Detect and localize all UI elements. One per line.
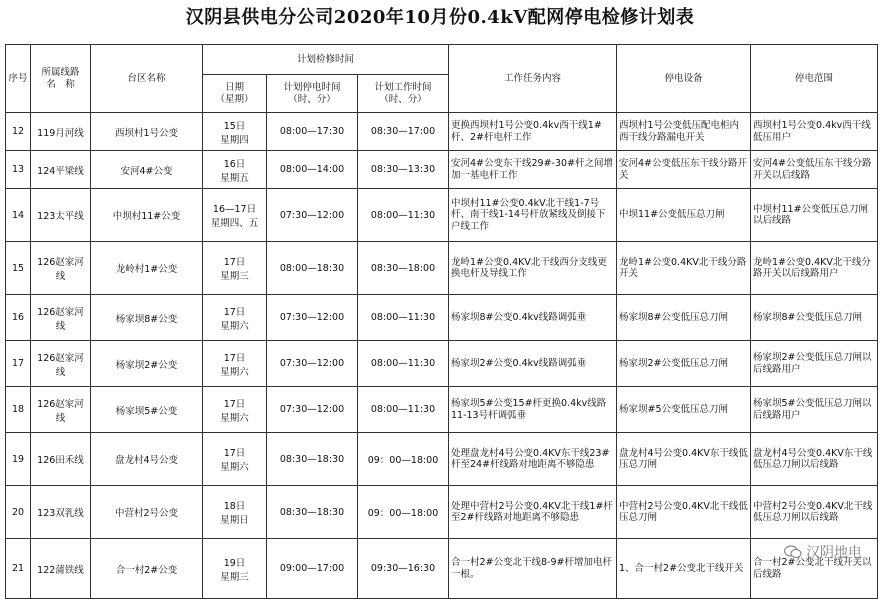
cell-device: 盘龙村4号公变0.4KV东干线低压总刀闸	[617, 433, 751, 486]
header-line: 所属线路 名 称	[31, 45, 91, 113]
cell-line: 126赵家河线	[31, 341, 91, 387]
cell-device: 西坝村1号公变低压配电柜内西干线分路漏电开关	[617, 113, 751, 151]
cell-outage-time: 08:30—18:30	[267, 433, 358, 486]
cell-line: 119月河线	[31, 113, 91, 151]
cell-work-time: 08:30—18:00	[358, 242, 449, 295]
cell-task: 处理中营村2号公变0.4KV北干线1#杆至2#杆线路对地距离不够隐患	[449, 486, 617, 539]
cell-task: 更换西坝村1号公变0.4kv西干线1#杆、2#杆电杆工作	[449, 113, 617, 151]
cell-task: 杨家坝8#公变0.4kv线路调弧垂	[449, 295, 617, 341]
cell-date: 17日 星期六	[203, 433, 267, 486]
cell-device: 中营村2号公变0.4KV北干线低压总刀闸	[617, 486, 751, 539]
cell-work-time: 09：00—18:00	[358, 433, 449, 486]
cell-work-time: 08:00—11:30	[358, 295, 449, 341]
cell-range: 盘龙村4号公变0.4KV东干线低压总刀闸以后线路	[751, 433, 878, 486]
cell-work-time: 08:00—11:30	[358, 341, 449, 387]
table-row	[6, 433, 878, 486]
header-device: 停电设备	[617, 45, 751, 113]
header-area: 台区名称	[91, 45, 203, 113]
table-row	[6, 341, 878, 387]
cell-line: 126赵家河线	[31, 387, 91, 433]
table-row	[6, 242, 878, 295]
cell-device: 杨家坝#5公变低压总刀闸	[617, 387, 751, 433]
cell-seq: 18	[6, 387, 31, 433]
header-seq: 序号	[6, 45, 31, 113]
table-row	[6, 539, 878, 599]
header-plan-time: 计划检修时间	[203, 45, 449, 75]
cell-outage-time: 08:00—18:30	[267, 242, 358, 295]
header-work-time: 计划工作时间 （时、分）	[358, 75, 449, 113]
cell-area: 中坝村11#公变	[91, 189, 203, 242]
cell-work-time: 08:00—11:30	[358, 387, 449, 433]
cell-line: 123太平线	[31, 189, 91, 242]
cell-area: 中营村2号公变	[91, 486, 203, 539]
cell-date: 17日 星期六	[203, 341, 267, 387]
cell-outage-time: 07:30—12:00	[267, 387, 358, 433]
table-row	[6, 486, 878, 539]
table-row	[6, 295, 878, 341]
cell-device: 安河4#公变低压东干线分路开关	[617, 151, 751, 189]
table-body	[6, 113, 878, 599]
cell-seq: 17	[6, 341, 31, 387]
cell-line: 126赵家河线	[31, 242, 91, 295]
cell-outage-time: 08:30—18:30	[267, 486, 358, 539]
cell-date: 19日 星期三	[203, 539, 267, 599]
cell-date: 15日 星期四	[203, 113, 267, 151]
watermark	[784, 542, 862, 562]
cell-task: 安河4#公变东干线29#-30#杆之间增加一基电杆工作	[449, 151, 617, 189]
cell-area: 安河4#公变	[91, 151, 203, 189]
cell-task: 处理盘龙村4号公变0.4KV东干线23#杆至24#杆线路对地距离不够隐患	[449, 433, 617, 486]
cell-device: 杨家坝8#公变低压总刀闸	[617, 295, 751, 341]
cell-date: 17日 星期六	[203, 295, 267, 341]
cell-outage-time: 08:00—17:30	[267, 113, 358, 151]
header-range: 停电范围	[751, 45, 878, 113]
cell-line: 124平梁线	[31, 151, 91, 189]
table-row	[6, 387, 878, 433]
cell-task: 杨家坝5#公变15#杆更换0.4kv线路11-13号杆调弧垂	[449, 387, 617, 433]
cell-date: 17日 星期六	[203, 387, 267, 433]
cell-range: 杨家坝5#公变低压总刀闸以后线路用户	[751, 387, 878, 433]
cell-work-time: 09:30—16:30	[358, 539, 449, 599]
header-task: 工作任务内容	[449, 45, 617, 113]
cell-outage-time: 07:30—12:00	[267, 295, 358, 341]
page-title: 汉阴县供电分公司2020年10月份0.4kV配网停电检修计划表	[185, 7, 695, 28]
cell-area: 合一村2#公变	[91, 539, 203, 599]
watermark-text: 汉阴地电	[806, 545, 862, 561]
cell-date: 16日 星期五	[203, 151, 267, 189]
cell-outage-time: 09:00—17:00	[267, 539, 358, 599]
wechat-icon	[784, 545, 802, 559]
maintenance-plan-table	[5, 44, 878, 599]
cell-seq: 12	[6, 113, 31, 151]
cell-line: 122蒲铁线	[31, 539, 91, 599]
cell-area: 西坝村1号公变	[91, 113, 203, 151]
table-row	[6, 189, 878, 242]
cell-work-time: 08:00—11:30	[358, 189, 449, 242]
table-row	[6, 151, 878, 189]
cell-range: 杨家坝2#公变低压总刀闸以后线路用户	[751, 341, 878, 387]
cell-area: 龙岭村1#公变	[91, 242, 203, 295]
cell-line: 123双乳线	[31, 486, 91, 539]
cell-date: 16—17日 星期四、五	[203, 189, 267, 242]
cell-area: 杨家坝2#公变	[91, 341, 203, 387]
cell-task: 中坝村11#公变0.4kV北干线1-7号杆、南干线1-14号杆放紧线及倒接下户线工作	[449, 189, 617, 242]
cell-work-time: 08:30—17:00	[358, 113, 449, 151]
cell-seq: 19	[6, 433, 31, 486]
cell-task: 龙岭1#公变0.4KV北干线西分支线更换电杆及导线工作	[449, 242, 617, 295]
cell-date: 17日 星期三	[203, 242, 267, 295]
cell-outage-time: 07:30—12:00	[267, 189, 358, 242]
cell-range: 杨家坝8#公变低压总刀闸	[751, 295, 878, 341]
cell-device: 1、合一村2#公变北干线开关	[617, 539, 751, 599]
cell-device: 中坝11#公变低压总刀闸	[617, 189, 751, 242]
table-row	[6, 113, 878, 151]
cell-range: 中坝村11#公变低压总刀闸以后线路	[751, 189, 878, 242]
cell-work-time: 09：00—18:00	[358, 486, 449, 539]
cell-range: 西坝村1号公变0.4kv西干线低压用户	[751, 113, 878, 151]
cell-area: 杨家坝5#公变	[91, 387, 203, 433]
cell-outage-time: 07:30—12:00	[267, 341, 358, 387]
cell-task: 合一村2#公变北干线8-9#杆增加电杆一根。	[449, 539, 617, 599]
cell-range: 安河4#公变低压东干线分路开关以后线路	[751, 151, 878, 189]
cell-range: 龙岭1#公变0.4KV北干线分路开关以后线路用户	[751, 242, 878, 295]
cell-seq: 21	[6, 539, 31, 599]
cell-range: 中营村2号公变0.4KV北干线低压总刀闸以后线路	[751, 486, 878, 539]
header-date: 日期 （星期）	[203, 75, 267, 113]
cell-outage-time: 08:00—14:00	[267, 151, 358, 189]
cell-device: 杨家坝2#公变低压总刀闸	[617, 341, 751, 387]
cell-seq: 13	[6, 151, 31, 189]
cell-area: 杨家坝8#公变	[91, 295, 203, 341]
cell-seq: 14	[6, 189, 31, 242]
cell-device: 龙岭1#公变0.4KV北干线分路开关	[617, 242, 751, 295]
cell-seq: 20	[6, 486, 31, 539]
cell-seq: 16	[6, 295, 31, 341]
cell-line: 126赵家河线	[31, 295, 91, 341]
cell-work-time: 08:30—13:30	[358, 151, 449, 189]
cell-range: 合一村2#公变北干线开关以后线路	[751, 539, 878, 599]
cell-task: 杨家坝2#公变0.4kv线路调弧垂	[449, 341, 617, 387]
cell-date: 18日 星期日	[203, 486, 267, 539]
cell-line: 126田禾线	[31, 433, 91, 486]
header-outage-time: 计划停电时间 （时、分）	[267, 75, 358, 113]
cell-area: 盘龙村4号公变	[91, 433, 203, 486]
cell-seq: 15	[6, 242, 31, 295]
